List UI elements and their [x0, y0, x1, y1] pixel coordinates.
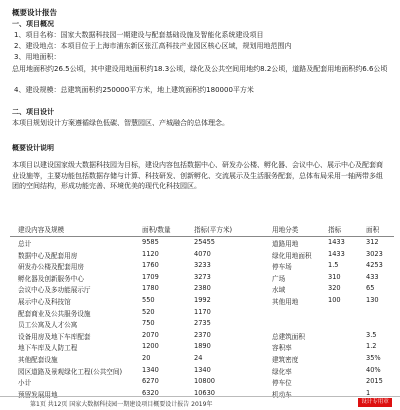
table-cell: 总建筑面积	[272, 332, 305, 341]
section3-heading: 概要设计说明	[12, 144, 54, 152]
table-cell: 4070	[194, 249, 211, 258]
table-header	[10, 224, 394, 237]
table-cell: 1.2	[366, 342, 377, 351]
table-row	[10, 261, 394, 273]
table-cell: 2380	[194, 284, 211, 293]
table-cell: 其他用地	[272, 298, 299, 306]
table-cell: 1760	[142, 261, 159, 270]
table-cell: 建筑密度	[272, 356, 299, 364]
table-cell: 孵化器及创新服务中心	[18, 274, 84, 283]
table-cell: 3023	[366, 249, 383, 258]
table-cell: 配套商业及公共服务设施	[18, 309, 91, 318]
table-cell: 1780	[142, 284, 159, 293]
table-cell: 1120	[142, 249, 159, 258]
table-cell: 2015	[366, 377, 383, 386]
table-cell: 其他配套设施	[18, 356, 58, 364]
table-cell: 数据中心及配套用房	[18, 251, 78, 260]
table-cell: 1433	[328, 249, 345, 258]
table-row	[10, 250, 394, 262]
table-cell: 4253	[366, 261, 383, 270]
table-cell: 绿化率	[272, 367, 292, 376]
table-cell: 小计	[18, 379, 32, 388]
header-cell: 建设内容及规模	[18, 226, 65, 234]
table-cell: 130	[366, 296, 379, 304]
table-row	[10, 319, 394, 331]
table-cell: 3.5	[366, 330, 377, 339]
table-cell: 320	[328, 284, 341, 293]
table-cell: 1433	[328, 238, 345, 246]
doc-title: 概要设计报告	[12, 8, 57, 17]
table-cell: 550	[142, 296, 155, 304]
table-cell: 24	[194, 354, 203, 362]
table-cell: 310	[328, 272, 341, 281]
table-cell: 1	[366, 388, 371, 397]
table-cell: 35%	[366, 354, 381, 362]
table-row	[10, 342, 394, 354]
table-cell: 1992	[194, 296, 211, 304]
item-3-detail: 总用地面积约26.5公顷，其中建设用地面积约18.3公顷，绿化及公共空间用地约8.2公顷，道路及配套用地面积约6.6公顷	[12, 65, 388, 73]
table-cell: 地下车库及人防工程	[18, 344, 78, 353]
table-cell: 总计	[18, 240, 32, 248]
table-cell: 1340	[194, 365, 211, 374]
table-cell: 312	[366, 238, 379, 246]
item-2: 2、建设地点：本项目位于上海市浦东新区张江高科技产业园区核心区域，规划用地范围内	[14, 42, 292, 50]
table-cell: 6270	[142, 377, 159, 386]
table-cell: 1709	[142, 272, 159, 281]
section1-heading: 一、项目概况	[12, 20, 54, 28]
header-cell: 面积	[366, 226, 380, 234]
table-cell: 水域	[272, 286, 286, 295]
table-cell: 750	[142, 319, 155, 328]
table-cell: 1170	[194, 307, 211, 316]
section2-text: 本项目规划设计方案遵循绿色低碳、智慧园区、产城融合的总体理念。	[12, 119, 229, 127]
table-cell: 100	[328, 296, 341, 304]
table-cell: 3233	[194, 261, 211, 270]
header-cell: 指标	[328, 226, 342, 234]
table-cell: 会议中心及多功能展示厅	[18, 286, 91, 295]
header-cell: 面积/数量	[142, 226, 171, 234]
item-4: 4、建设规模：总建筑面积约250000平方米，地上建筑面积约180000平方米	[14, 86, 254, 94]
table-row	[10, 238, 394, 250]
page-footer	[0, 396, 400, 409]
table-row	[10, 296, 394, 308]
table-cell: 停车位	[272, 379, 292, 388]
table-cell: 20	[142, 354, 151, 362]
table-cell: 3273	[194, 272, 211, 281]
table-cell: 65	[366, 284, 375, 293]
item-1: 1、项目名称：国家大数据科技园一期建设与配套基础设施及智能化系统建设项目	[14, 31, 264, 39]
table-cell: 2370	[194, 330, 211, 339]
section2-heading: 二、项目设计	[12, 108, 54, 116]
section3-paragraph: 本项目以建设国家级大数据科技园为目标，建设内容包括数据中心、研发办公楼、孵化器、会议中心、展示中心及配套商业设施等，主要功能包括数据存储与计算、科技研发、创新孵化、交流展示及生活服务配套，总体布局采用一轴两带多组团的空间结构，形成功能完善、环境优美的现代化科技园区。	[12, 161, 383, 190]
header-cell: 指标(平方米)	[194, 226, 233, 234]
table-row	[10, 284, 394, 296]
table-cell: 2070	[142, 330, 159, 339]
header-cell: 用地分类	[272, 226, 299, 234]
table-cell: 广场	[272, 274, 286, 283]
table-row	[10, 273, 394, 285]
table-cell: 6320	[142, 388, 159, 397]
table-cell: 25455	[194, 238, 215, 246]
footer-text: 第1页 共12页 国家大数据科技园一期建设项目概要设计报告 2019年	[30, 401, 213, 408]
table-cell: 机动车	[272, 390, 292, 399]
table-row	[10, 354, 394, 366]
table-cell: 展示中心及科技馆	[18, 298, 71, 306]
table-row	[10, 331, 394, 343]
table-cell: 1200	[142, 342, 159, 351]
item-3: 3、用地面积：	[14, 53, 61, 61]
table-cell: 2735	[194, 319, 211, 328]
table-cell: 9585	[142, 238, 159, 246]
table-row	[10, 377, 394, 389]
table-cell: 容积率	[272, 344, 292, 353]
table-row	[10, 308, 394, 320]
table-cell: 绿化用地面积	[272, 251, 312, 260]
table-cell: 研发办公楼及配套用房	[18, 263, 84, 272]
table-cell: 1.5	[328, 261, 339, 270]
table-cell: 道路用地	[272, 240, 299, 248]
table-cell: 10800	[194, 377, 215, 386]
table-cell: 停车场	[272, 263, 292, 272]
table-cell: 预留发展用地	[18, 390, 58, 399]
table-cell: 1890	[194, 342, 211, 351]
table-cell: 员工公寓及人才公寓	[18, 321, 78, 330]
table-cell: 设备用房及地下车库配套	[18, 332, 91, 341]
table-cell: 1340	[142, 365, 159, 374]
table-row	[10, 366, 394, 378]
table-cell: 520	[142, 307, 155, 316]
table-cell: 433	[366, 272, 379, 281]
table-cell: 40%	[366, 365, 381, 374]
seal-stamp: 设计专用章	[358, 398, 392, 407]
table-cell: 10630	[194, 388, 215, 397]
table-cell: 园区道路及景观绿化工程(公共空间)	[18, 367, 123, 376]
